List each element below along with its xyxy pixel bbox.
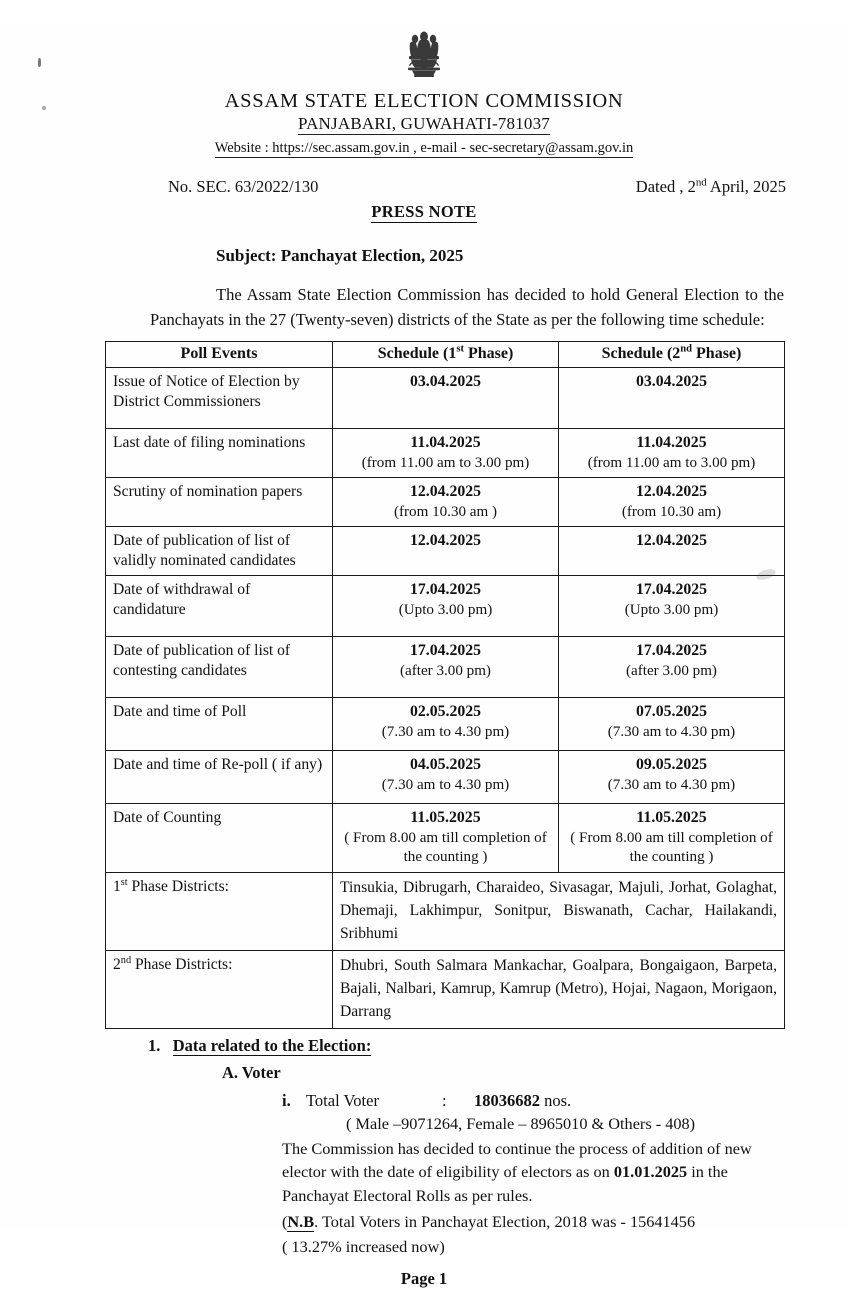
table-row bbox=[106, 478, 785, 527]
cell-phase1-districts-label: 1st Phase Districts: bbox=[106, 873, 333, 951]
cell-event: Date of publication of list of validly nominated candidates bbox=[106, 527, 333, 576]
column-header-poll-events: Poll Events bbox=[106, 342, 333, 368]
table-row-phase2-districts bbox=[106, 950, 785, 1028]
cell-event: Scrutiny of nomination papers bbox=[106, 478, 333, 527]
organisation-address: PANJABARI, GUWAHATI-781037 bbox=[297, 114, 551, 133]
subject-line: Subject: Panchayat Election, 2025 bbox=[216, 246, 464, 265]
table-row bbox=[106, 698, 785, 751]
table-row bbox=[106, 429, 785, 478]
note-bene-increase: ( 13.27% increased now) bbox=[282, 1237, 445, 1257]
cell-phase1: 12.04.2025 bbox=[333, 527, 559, 576]
cell-phase2-districts: Dhubri, South Salmara Mankachar, Goalpara, Bongaigaon, Barpeta, Bajali, Nalbari, Kamrup, Kamrup (Metro), Hojai, Nagaon, Morigaon, Darrang bbox=[333, 950, 785, 1028]
cell-phase1: 03.04.2025 bbox=[333, 368, 559, 429]
cell-phase2: 09.05.2025 (7.30 am to 4.30 pm) bbox=[559, 751, 785, 804]
voter-breakdown: ( Male –9071264, Female – 8965010 & Others - 408) bbox=[346, 1113, 696, 1133]
document-title: PRESS NOTE bbox=[371, 202, 477, 221]
table-row bbox=[106, 804, 785, 873]
column-header-phase1: Schedule (1st Phase) bbox=[333, 342, 559, 368]
intro-paragraph: The Assam State Election Commission has decided to hold General Election to the Panchayats in the 27 (Twenty-seven) districts of the State as per the following time schedule: bbox=[150, 285, 784, 330]
cell-event: Date of publication of list of contesting candidates bbox=[106, 637, 333, 698]
cell-event: Date and time of Poll bbox=[106, 698, 333, 751]
document-header bbox=[0, 30, 848, 157]
table-row-phase1-districts bbox=[106, 873, 785, 951]
cell-phase2: 12.04.2025 (from 10.30 am) bbox=[559, 478, 785, 527]
roman-numeral: i. bbox=[282, 1090, 291, 1110]
cell-phase1: 04.05.2025 (7.30 am to 4.30 pm) bbox=[333, 751, 559, 804]
organisation-website: Website : https://sec.assam.gov.in , e-mail - sec-secretary@assam.gov.in bbox=[214, 140, 634, 156]
scan-speck bbox=[42, 106, 46, 110]
reference-number: No. SEC. 63/2022/130 bbox=[168, 177, 319, 196]
organisation-name: ASSAM STATE ELECTION COMMISSION bbox=[224, 90, 624, 112]
scan-speck bbox=[38, 58, 41, 67]
document-page bbox=[0, 30, 848, 1288]
india-state-emblem-icon bbox=[402, 30, 446, 88]
cell-phase2: 11.04.2025 (from 11.00 am to 3.00 pm) bbox=[559, 429, 785, 478]
table-header-row bbox=[106, 342, 785, 368]
commission-paragraph: The Commission has decided to continue the process of addition of new elector with the date of eligibility of electors as on 01.01.2025 in the Panchayat Electoral Rolls as per rules. bbox=[282, 1138, 752, 1205]
cell-event: Date of Counting bbox=[106, 804, 333, 873]
colon-separator: : bbox=[442, 1090, 447, 1110]
cell-event: Date and time of Re-poll ( if any) bbox=[106, 751, 333, 804]
cell-event: Issue of Notice of Election by District Commissioners bbox=[106, 368, 333, 429]
table-row bbox=[106, 368, 785, 429]
cell-phase2: 11.05.2025 ( From 8.00 am till completion of the counting ) bbox=[559, 804, 785, 873]
table-row bbox=[106, 637, 785, 698]
cell-phase2: 17.04.2025 (Upto 3.00 pm) bbox=[559, 576, 785, 637]
total-voter-label: Total Voter bbox=[306, 1090, 379, 1110]
reference-line bbox=[0, 177, 848, 197]
total-voter-row bbox=[0, 1091, 848, 1111]
cell-event: Last date of filing nominations bbox=[106, 429, 333, 478]
table-row bbox=[106, 527, 785, 576]
cell-event: Date of withdrawal of candidature bbox=[106, 576, 333, 637]
cell-phase2: 03.04.2025 bbox=[559, 368, 785, 429]
table-row bbox=[106, 576, 785, 637]
cell-phase1-districts: Tinsukia, Dibrugarh, Charaideo, Sivasagar, Majuli, Jorhat, Golaghat, Dhemaji, Lakhimpur, Sonitpur, Biswanath, Cachar, Hailakandi, Sribhumi bbox=[333, 873, 785, 951]
cell-phase2-districts-label: 2nd Phase Districts: bbox=[106, 950, 333, 1028]
cell-phase1: 17.04.2025 (Upto 3.00 pm) bbox=[333, 576, 559, 637]
date-ordinal-suffix: nd bbox=[695, 176, 707, 189]
cell-phase2: 17.04.2025 (after 3.00 pm) bbox=[559, 637, 785, 698]
note-bene: (N.B. Total Voters in Panchayat Election, 2018 was - 15641456 bbox=[282, 1211, 696, 1231]
data-subsection-voter: A. Voter bbox=[222, 1062, 281, 1082]
cell-phase1: 02.05.2025 (7.30 am to 4.30 pm) bbox=[333, 698, 559, 751]
cell-phase1: 11.05.2025 ( From 8.00 am till completion of the counting ) bbox=[333, 804, 559, 873]
schedule-table bbox=[105, 341, 785, 1028]
page-footer: Page 1 bbox=[400, 1268, 448, 1288]
election-data-section bbox=[0, 1036, 848, 1259]
total-voter-value: 18036682 nos. bbox=[474, 1090, 572, 1110]
cell-phase2: 12.04.2025 bbox=[559, 527, 785, 576]
cell-phase1: 17.04.2025 (after 3.00 pm) bbox=[333, 637, 559, 698]
cell-phase2: 07.05.2025 (7.30 am to 4.30 pm) bbox=[559, 698, 785, 751]
table-row bbox=[106, 751, 785, 804]
reference-date: Dated , 2nd April, 2025 bbox=[635, 176, 786, 196]
column-header-phase2: Schedule (2nd Phase) bbox=[559, 342, 785, 368]
data-section-heading: 1. Data related to the Election: bbox=[148, 1035, 372, 1055]
cell-phase1: 12.04.2025 (from 10.30 am ) bbox=[333, 478, 559, 527]
cell-phase1: 11.04.2025 (from 11.00 am to 3.00 pm) bbox=[333, 429, 559, 478]
